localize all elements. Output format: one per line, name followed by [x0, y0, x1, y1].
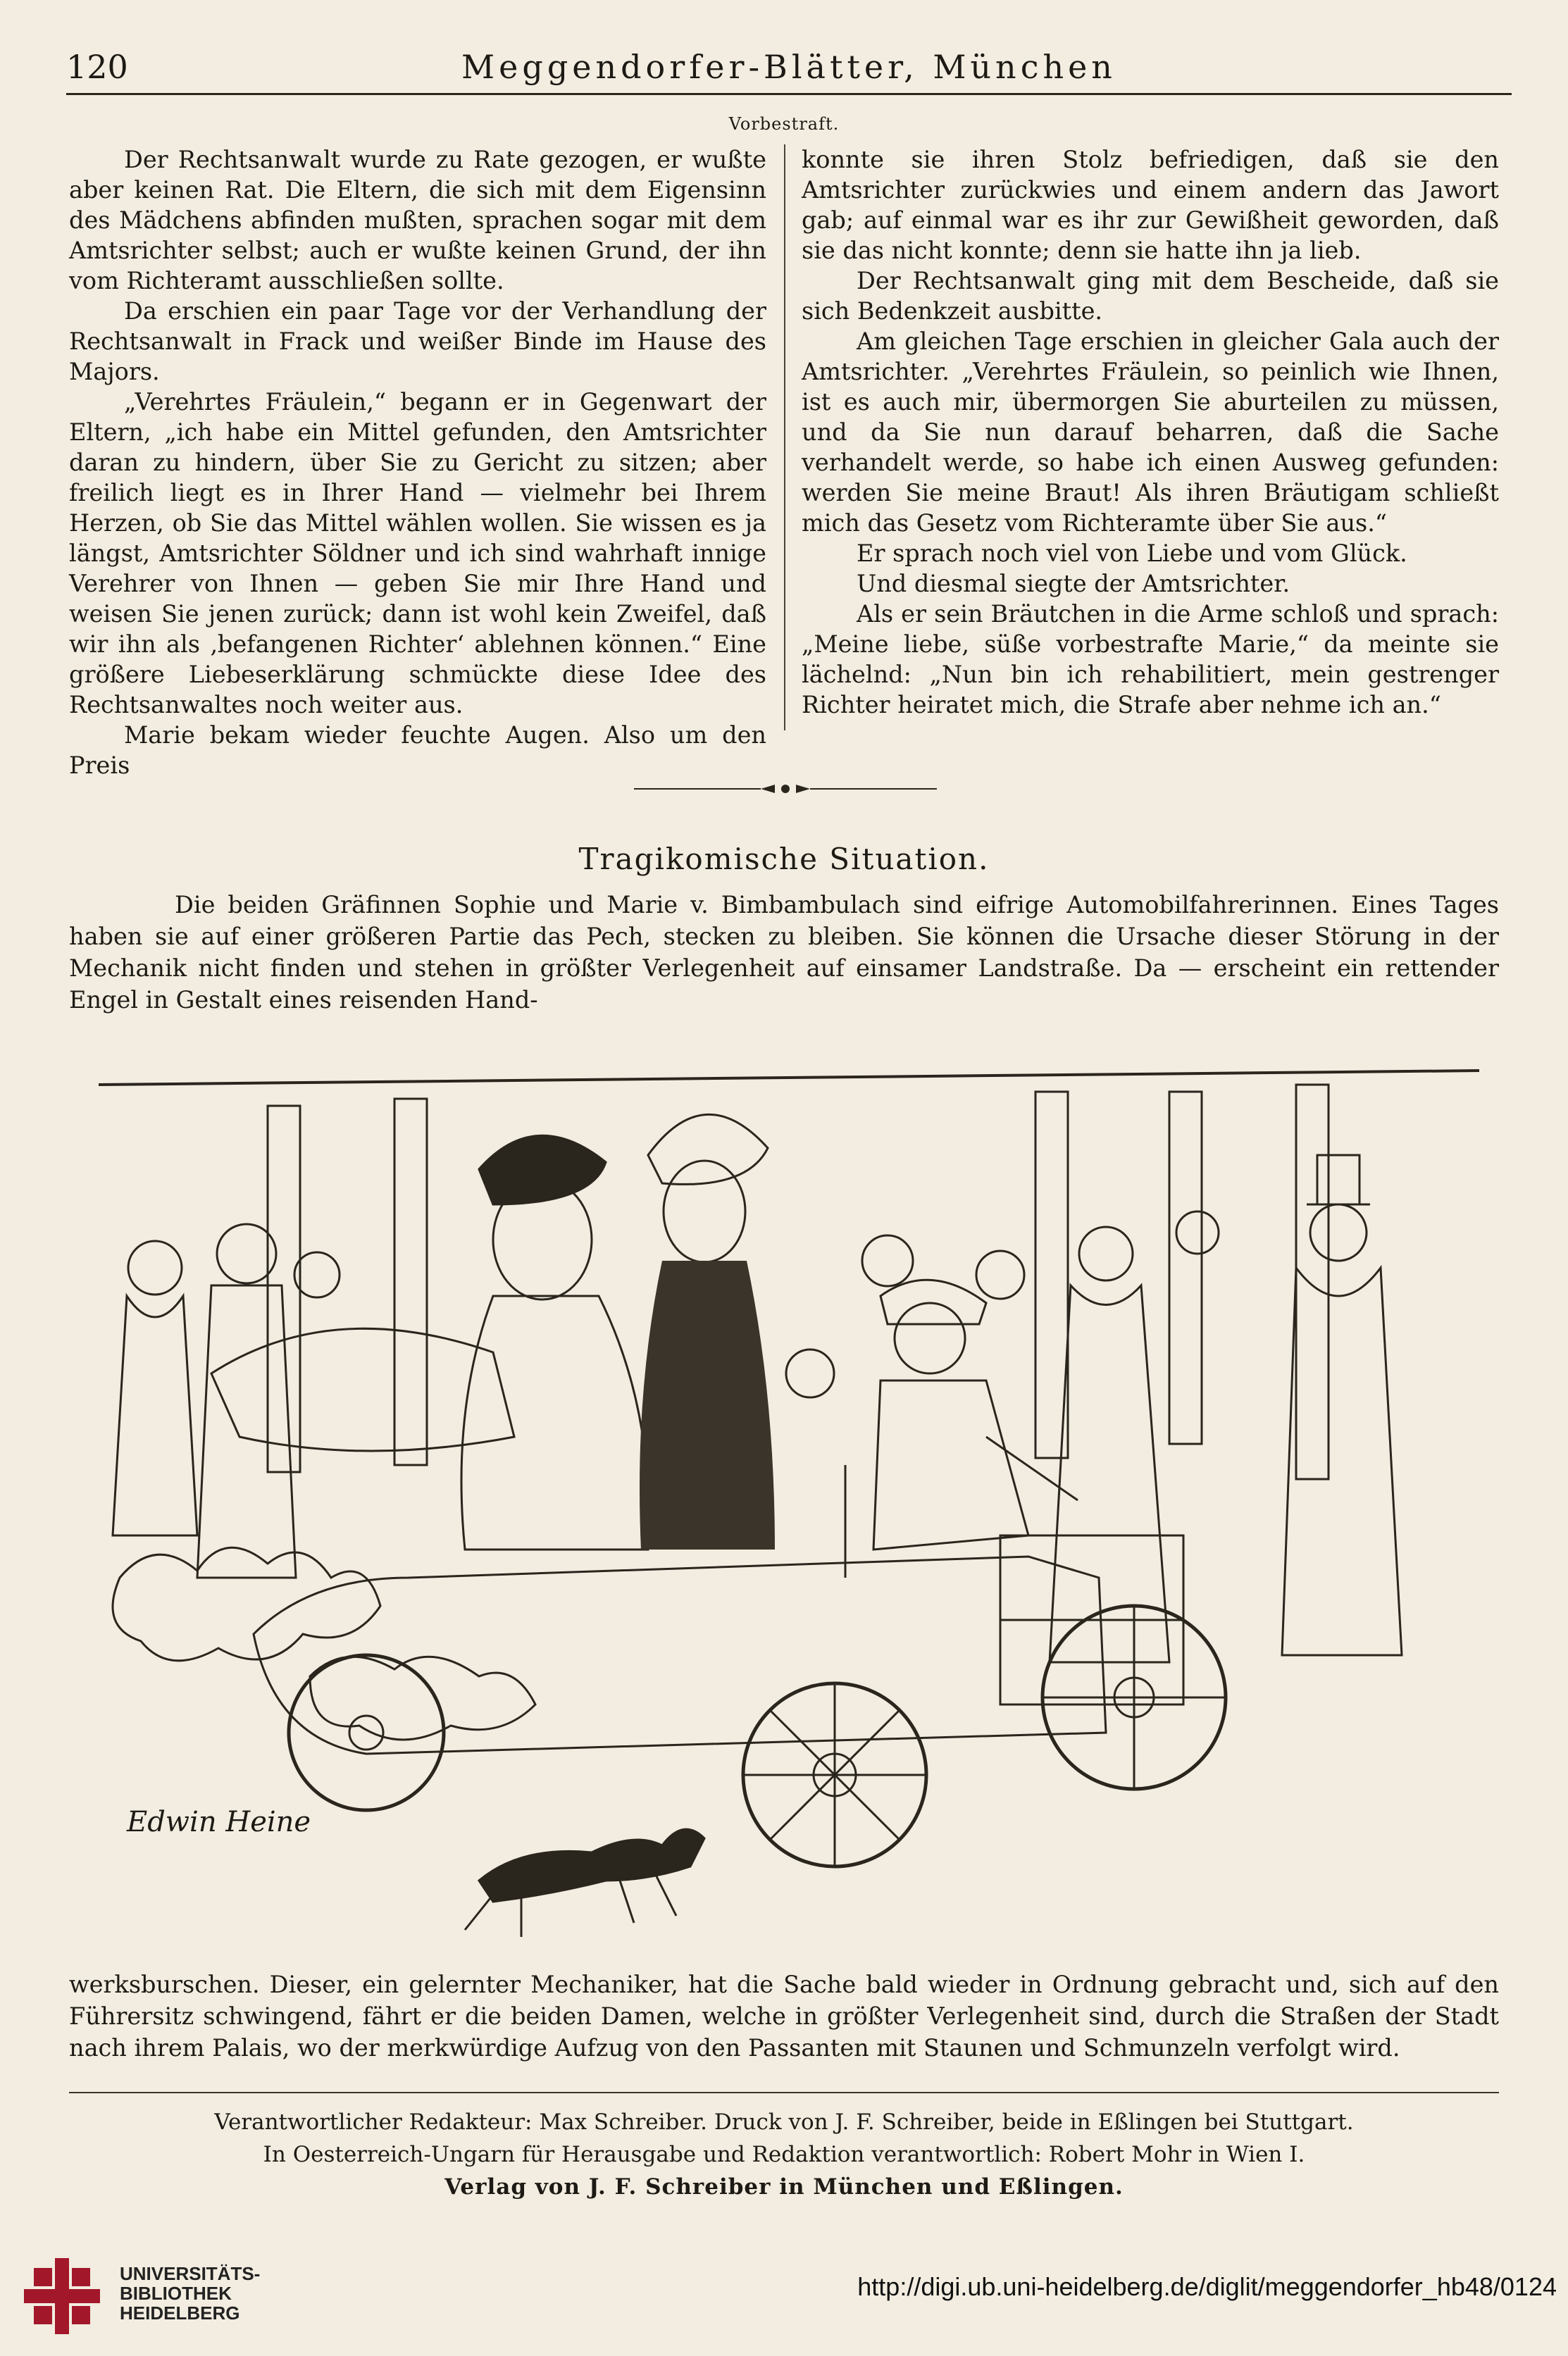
- library-name-line: UNIVERSITÄTS-: [120, 2263, 261, 2284]
- right-column: [802, 144, 1499, 720]
- austria-line: In Oesterreich-Ungarn für Herausgabe und Redaktion verantwortlich: Robert Mohr in Wien I.: [263, 2142, 1305, 2167]
- automobile-illustration: [99, 1042, 1479, 1951]
- library-name: [120, 2264, 260, 2323]
- editor-line: Verantwortlicher Redakteur: Max Schreiber. Druck von J. F. Schreiber, beide in Eßlingen bei Stuttgart.: [214, 2109, 1354, 2135]
- university-seal-icon: [20, 2254, 104, 2338]
- publisher-line: Verlag von J. F. Schreiber in München und Eßlingen.: [444, 2174, 1124, 2200]
- page-header: [66, 44, 1512, 95]
- imprint-footer: [69, 2106, 1499, 2203]
- source-url-link[interactable]: http://digi.ub.uni-heidelberg.de/diglit/meggendorfer_hb48/0124: [857, 2272, 1557, 2301]
- paragraph: Der Rechtsanwalt ging mit dem Bescheide, daß sie sich Bedenkzeit ausbitte.: [802, 267, 1499, 325]
- paragraph: Am gleichen Tage erschien in gleicher Gala auch der Amtsrichter. „Verehrtes Fräulein, so peinlich wie Ihnen, ist es auch mir, übermorgen Sie aburteilen zu müssen, und da Sie nun darauf beharren, daß die Sache verhandelt werde, so habe ich einen Ausweg gefunden: werden Sie meine Braut! Als ihren Bräutigam schließt mich das Gesetz vom Richteramte über Sie aus.“: [802, 328, 1499, 537]
- paragraph: Die beiden Gräfinnen Sophie und Marie v. Bimbambulach sind eifrige Automobilfahrerinnen. Eines Tages haben sie auf einer größeren Partie das Pech, stecken zu bleiben. Sie können die Ursache dieser Störung in der Mechanik nicht finden und stehen in größter Verlegenheit auf einsamer Landstraße. Da — erscheint ein rettender Engel in Gestalt eines reisenden Hand-: [69, 891, 1499, 1014]
- paragraph: Und diesmal siegte der Amtsrichter.: [857, 570, 1290, 597]
- page-number: 120: [66, 48, 128, 86]
- running-title: Meggendorfer-Blätter, München: [461, 48, 1116, 86]
- section-label: Vorbestraft.: [728, 114, 840, 134]
- paragraph: werksburschen. Dieser, ein gelernter Mechaniker, hat die Sache bald wieder in Ordnung gebracht und, sich auf den Führersitz schwingend, fährt er die beiden Damen, welche in größter Verlegenheit sind, durch die Straßen der Stadt nach ihrem Palais, wo der merkwürdige Aufzug von den Passanten mit Staunen und Schmunzeln verfolgt wird.: [69, 1971, 1499, 2062]
- library-name-line: HEIDELBERG: [120, 2302, 240, 2324]
- paragraph: Marie bekam wieder feuchte Augen. Also um den Preis: [69, 721, 766, 779]
- paragraph: „Verehrtes Fräulein,“ begann er in Gegenwart der Eltern, „ich habe ein Mittel gefunden, den Amtsrichter daran zu hindern, über Sie zu Gericht zu sitzen; aber freilich liegt es in Ihrer Hand — vielmehr bei Ihrem Herzen, ob Sie das Mittel wählen wollen. Sie wissen es ja längst, Amtsrichter Söldner und ich sind wahrhaft innige Verehrer von Ihnen — geben Sie mir Ihre Hand und weisen Sie jenen zurück; dann ist wohl kein Zweifel, daß wir ihn als ‚befangenen Richter‘ ablehnen können.“ Eine größere Liebeserklärung schmückte diese Idee des Rechtsanwaltes noch weiter aus.: [69, 388, 766, 718]
- footer-divider: [69, 2092, 1499, 2093]
- section-ornament-icon: [634, 778, 937, 799]
- story-intro: [69, 889, 1499, 1016]
- paragraph: Der Rechtsanwalt wurde zu Rate gezogen, er wußte aber keinen Rat. Die Eltern, die sich mit dem Eigensinn des Mädchens abfinden mußten, sprachen sogar mit dem Amtsrichter selbst; auch er wußte keinen Grund, der ihn vom Richteramt ausschließen sollte.: [69, 146, 766, 294]
- illustration-signature: Edwin Heine: [127, 1806, 311, 1838]
- illustration-drawing: [99, 1042, 1479, 1951]
- story-continuation: [69, 1969, 1499, 2064]
- library-name-line: BIBLIOTHEK: [120, 2283, 232, 2304]
- column-divider: [784, 144, 785, 730]
- left-column: [69, 144, 766, 780]
- story-title: Tragikomische Situation.: [578, 842, 990, 876]
- paragraph: Als er sein Bräutchen in die Arme schloß und sprach: „Meine liebe, süße vorbestrafte Marie,“ da meinte sie lächelnd: „Nun bin ich rehabilitiert, mein gestrenger Richter heiratet mich, die Strafe aber nehme ich an.“: [802, 600, 1499, 718]
- paragraph: Da erschien ein paar Tage vor der Verhandlung der Rechtsanwalt in Frack und weißer Binde im Hause des Majors.: [69, 297, 766, 385]
- paragraph: konnte sie ihren Stolz befriedigen, daß sie den Amtsrichter zurückwies und einem andern das Jawort gab; auf einmal war es ihr zur Gewißheit geworden, daß sie das nicht konnte; denn sie hatte ihn ja lieb.: [802, 146, 1499, 264]
- paragraph: Er sprach noch viel von Liebe und vom Glück.: [857, 540, 1407, 567]
